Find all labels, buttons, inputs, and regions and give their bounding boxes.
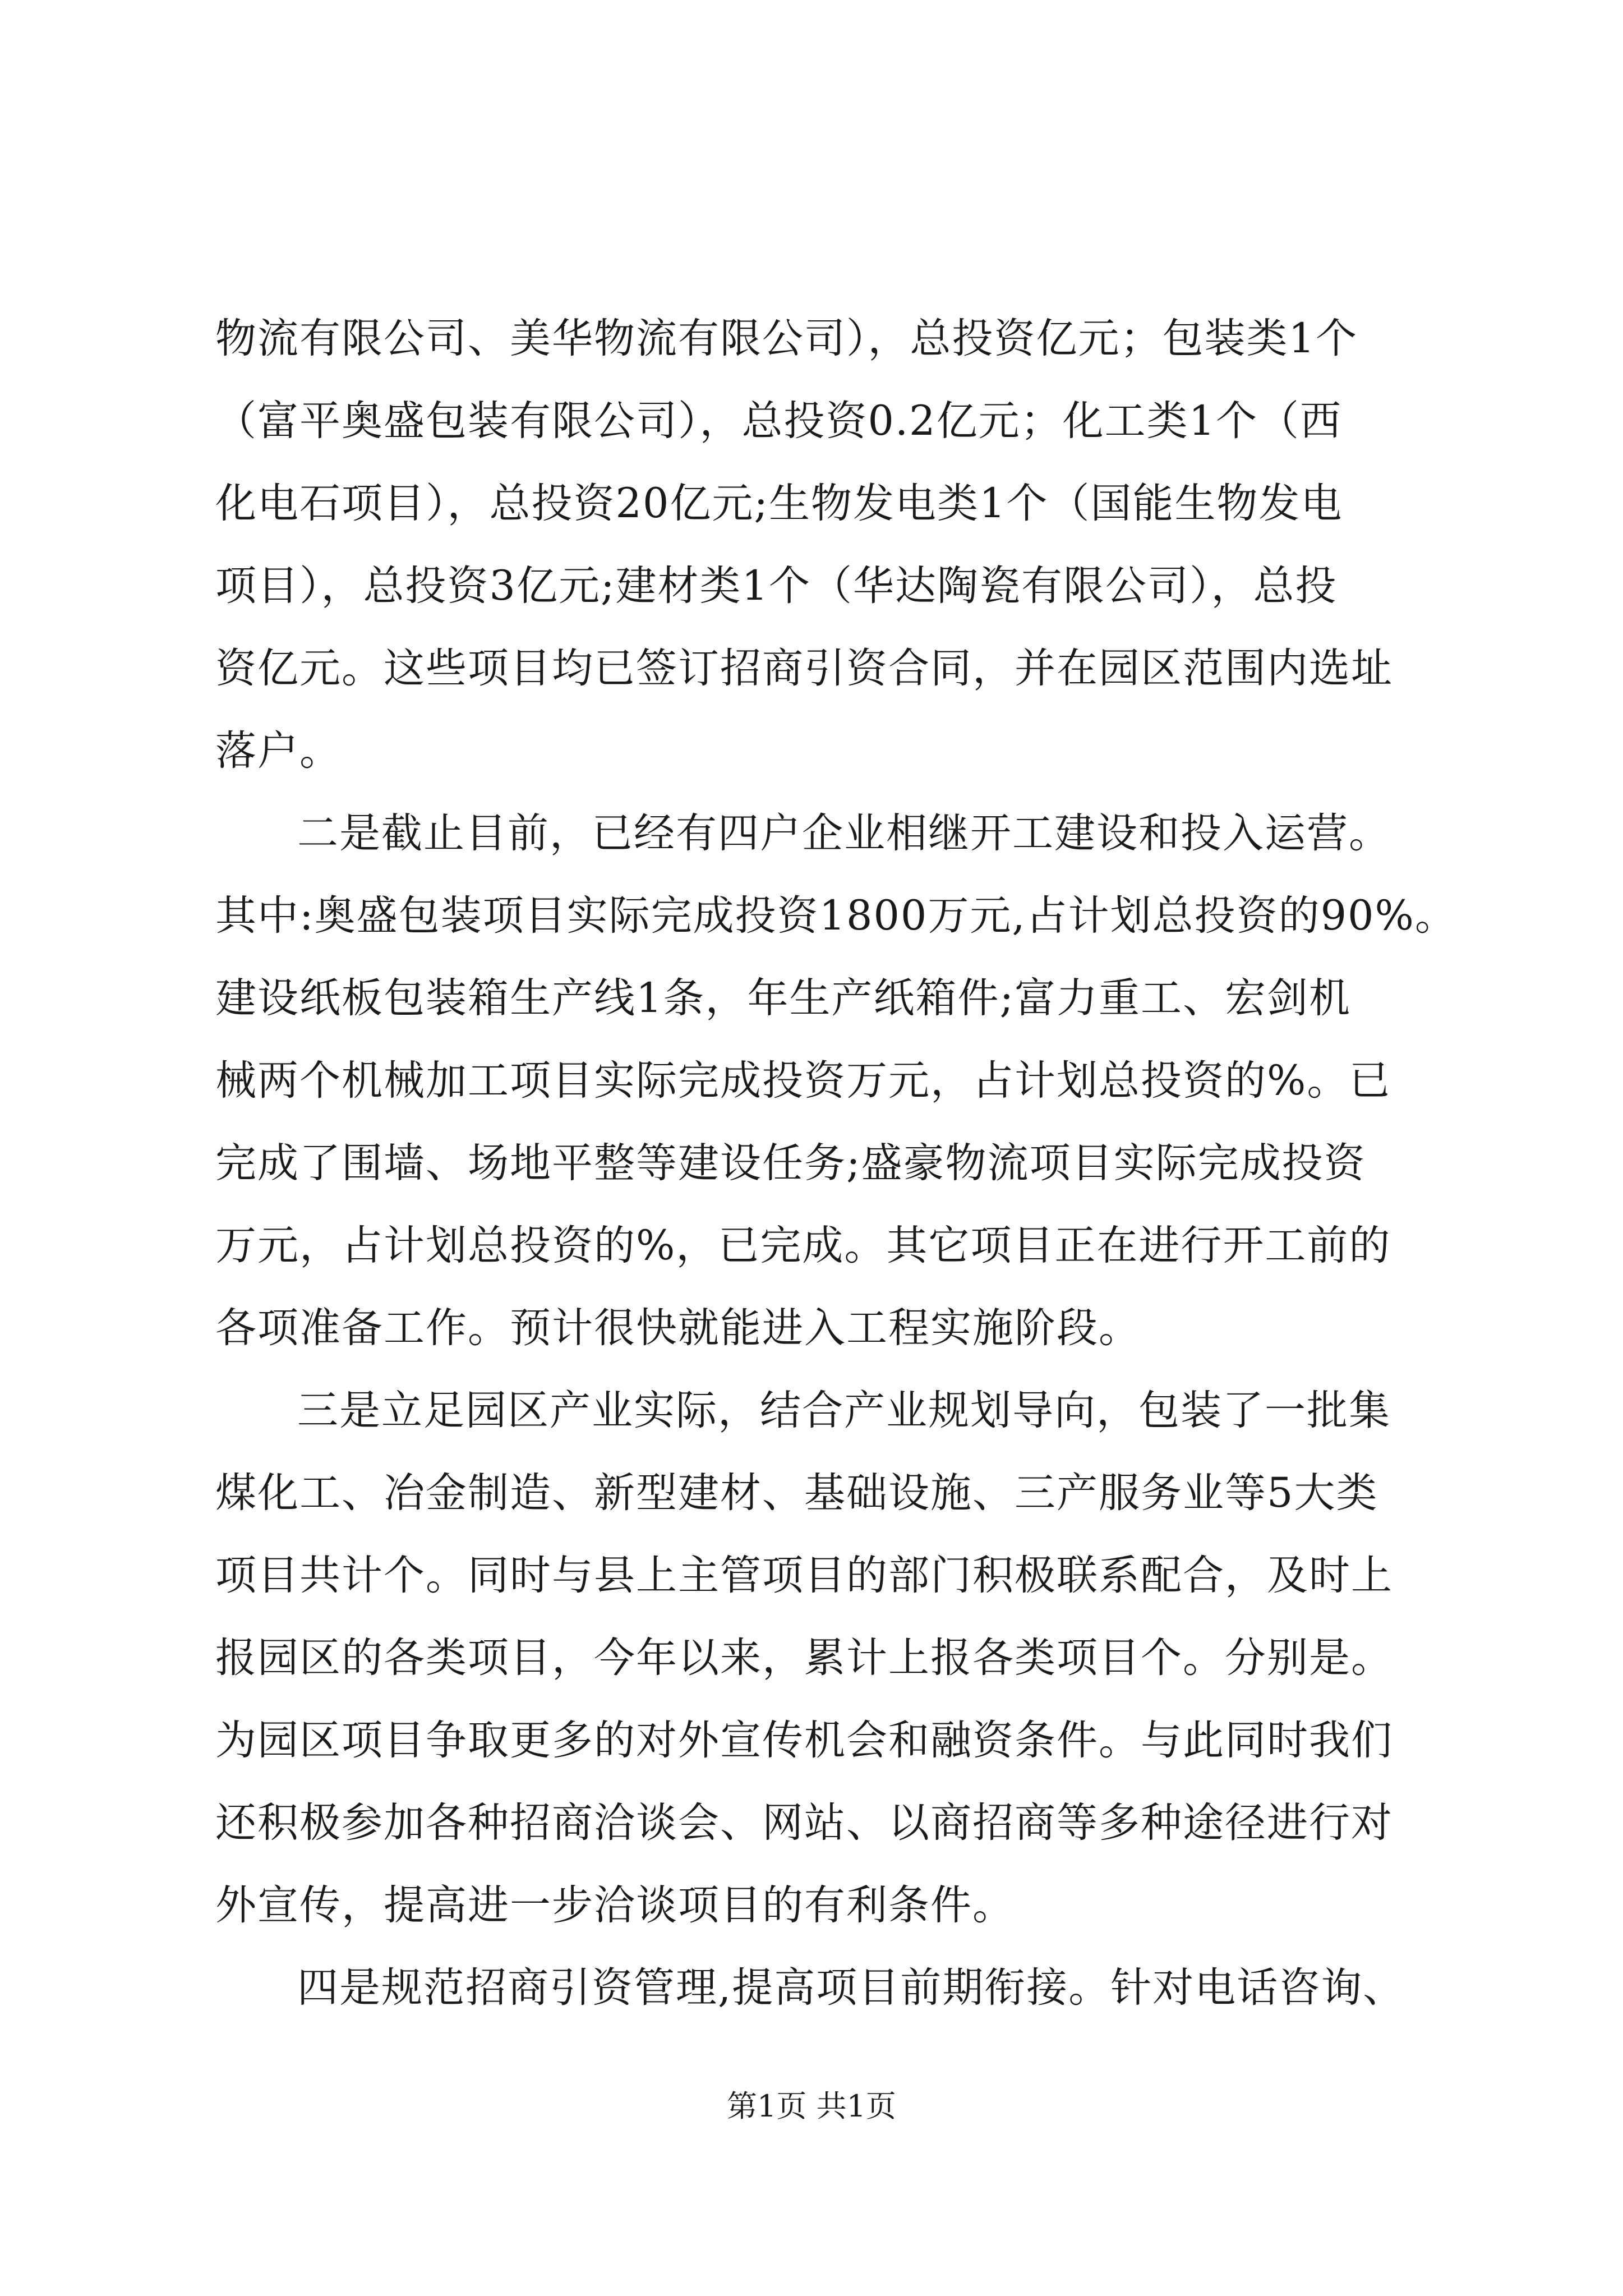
- text-line: 为园区项目争取更多的对外宣传机会和融资条件。与此同时我们: [215, 1717, 1393, 1764]
- text-line: 二是截止目前，已经有四户企业相继开工建设和投入运营。: [297, 809, 1391, 857]
- text-line: 三是立足园区产业实际，结合产业规划导向，包装了一批集: [297, 1387, 1391, 1434]
- text-line: 资亿元。这些项目均已签订招商引资合同，并在园区范围内选址: [215, 645, 1393, 692]
- text-line: 项目共计个。同时与县上主管项目的部门积极联系配合，及时上: [215, 1552, 1393, 1599]
- document-body: [215, 297, 1477, 2029]
- text-line: 其中:奥盛包装项目实际完成投资1800万元,占计划总投资的90%。: [215, 892, 1457, 940]
- text-line: （富平奥盛包装有限公司），总投资0.2亿元；化工类1个（西: [215, 397, 1343, 445]
- text-line: 各项准备工作。预计很快就能进入工程实施阶段。: [215, 1304, 1141, 1352]
- text-line: 物流有限公司、美华物流有限公司），总投资亿元；包装类1个: [215, 315, 1358, 362]
- page-footer: 第1页 共1页: [727, 2088, 896, 2124]
- text-line: 煤化工、冶金制造、新型建材、基础设施、三产服务业等5大类: [215, 1469, 1378, 1517]
- text-line: 还积极参加各种招商洽谈会、网站、以商招商等多种途径进行对: [215, 1799, 1393, 1847]
- text-line: 落户。: [215, 727, 342, 775]
- text-line: 建设纸板包装箱生产线1条，年生产纸箱件;富力重工、宏剑机: [215, 974, 1352, 1022]
- text-line: 项目），总投资3亿元;建材类1个（华达陶瓷有限公司），总投: [215, 562, 1338, 610]
- text-line: 四是规范招商引资管理,提高项目前期衔接。针对电话咨询、: [297, 1964, 1405, 2012]
- text-line: 化电石项目），总投资20亿元;生物发电类1个（国能生物发电: [215, 480, 1343, 527]
- text-line: 报园区的各类项目，今年以来，累计上报各类项目个。分别是。: [215, 1634, 1393, 1682]
- text-line: 万元，占计划总投资的%，已完成。其它项目正在进行开工前的: [215, 1222, 1391, 1269]
- text-line: 外宣传，提高进一步洽谈项目的有利条件。: [215, 1881, 1015, 1929]
- text-line: 完成了围墙、场地平整等建设任务;盛豪物流项目实际完成投资: [215, 1139, 1366, 1187]
- text-line: 械两个机械加工项目实际完成投资万元，占计划总投资的%。已: [215, 1057, 1391, 1105]
